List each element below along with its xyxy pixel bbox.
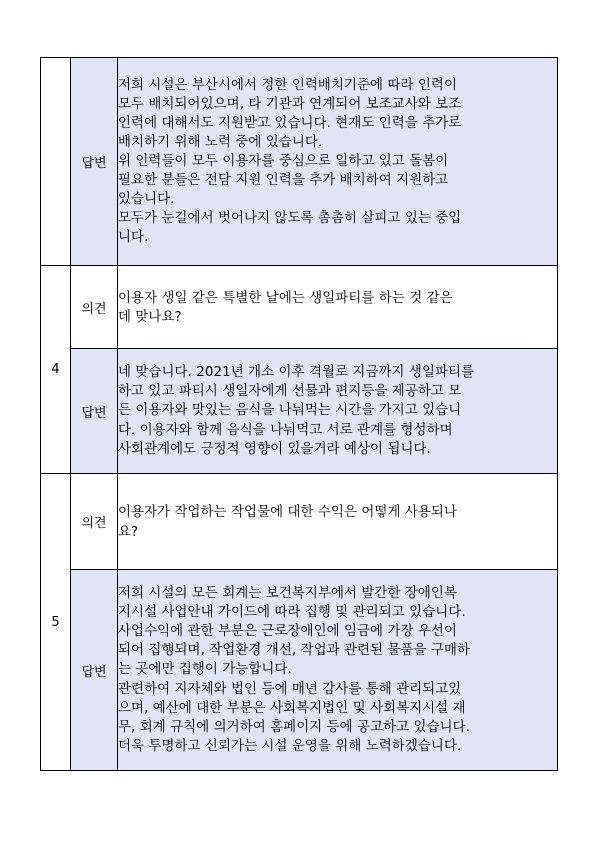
text-line: 저희 시설의 모든 회계는 보건복지부에서 발간한 장애인복 xyxy=(118,586,457,602)
text-line: 모두 배치되어있으며, 타 기관과 연계되어 보조교사와 보조 xyxy=(118,96,462,112)
item-number-cell xyxy=(41,58,71,266)
table-row xyxy=(41,474,558,570)
table-row xyxy=(41,570,558,771)
answer-text xyxy=(118,349,558,474)
text-line: 든 이용자와 맛있는 음식을 나눠먹는 시간을 가지고 있습니 xyxy=(118,403,462,419)
text-line: 이용자 생일 같은 특별한 날에는 생일파티를 하는 것 같은 xyxy=(118,290,453,306)
item-number: 4 xyxy=(41,266,71,474)
text-line: 더욱 투명하고 신뢰가는 시설 운영을 위해 노력하겠습니다. xyxy=(118,738,462,754)
answer-text xyxy=(118,570,558,771)
opinion-text xyxy=(118,474,558,570)
text-line: 무, 회계 규칙에 의거하여 홈페이지 등에 공고하고 있습니다. xyxy=(118,719,471,735)
text-line: 위 인력들이 모두 이용자를 중심으로 일하고 있고 돌봄이 xyxy=(118,153,449,169)
text-line: 모두가 눈길에서 벗어나지 않도록 촘촘히 살피고 있는 중입 xyxy=(118,211,462,227)
row-type-label: 의견 xyxy=(71,474,118,570)
text-line: 지시설 사업안내 가이드에 따라 집행 및 관리되고 있습니다. xyxy=(118,605,466,621)
item-number: 5 xyxy=(41,474,71,771)
text-line: 저희 시설은 부산시에서 정한 인력배치기준에 따라 인력이 xyxy=(118,77,457,93)
row-type-label: 답변 xyxy=(71,349,118,474)
row-type-label: 답변 xyxy=(71,570,118,771)
text-line: 데 맞나요? xyxy=(118,310,182,325)
text-line: 사회관계에도 긍정적 영향이 있을거라 예상이 됩니다. xyxy=(118,441,431,457)
text-line: 사업수익에 관한 부분은 근로장애인에 임금에 가장 우선이 xyxy=(118,624,457,640)
row-type-label: 답변 xyxy=(71,58,118,266)
table-row xyxy=(41,349,558,474)
text-line: 다. 이용자와 함께 음식을 나눠먹고 서로 관계를 형성하며 xyxy=(118,422,453,438)
table-row xyxy=(41,58,558,266)
opinion-text xyxy=(118,266,558,349)
text-line: 으며, 예산에 대한 부분은 사회복지법인 및 사회복지시설 재 xyxy=(118,700,466,716)
row-type-label: 의견 xyxy=(71,266,118,349)
text-line: 배치하기 위해 노력 중에 있습니다. xyxy=(118,134,323,150)
text-line: 니다. xyxy=(118,230,149,246)
table-row xyxy=(41,266,558,349)
text-line: 필요한 분들은 전담 지원 인력을 추가 배치하여 지원하고 xyxy=(118,173,449,189)
text-line: 요? xyxy=(118,524,139,540)
text-line: 이용자가 작업하는 작업물에 대한 수익은 어떻게 사용되나 xyxy=(118,505,457,521)
qa-table xyxy=(40,57,558,771)
text-line: 인력에 대해서도 지원받고 있습니다. 현재도 인력을 추가로 xyxy=(118,115,462,131)
text-line: 네 맞습니다. 2021년 개소 이후 격월로 지금까지 생일파티를 xyxy=(118,365,475,381)
text-line: 관련하여 지자체와 법인 등에 매년 감사를 통해 관리되고있 xyxy=(118,681,462,697)
text-line: 있습니다. xyxy=(118,192,175,208)
text-line: 되어 집행되며, 작업환경 개선, 작업과 관련된 물품을 구매하 xyxy=(118,643,471,659)
text-line: 하고 있고 파티시 생일자에게 선물과 편지등을 제공하고 모 xyxy=(118,384,462,400)
answer-text xyxy=(118,58,558,266)
text-line: 는 곳에만 집행이 가능합니다. xyxy=(118,662,292,678)
